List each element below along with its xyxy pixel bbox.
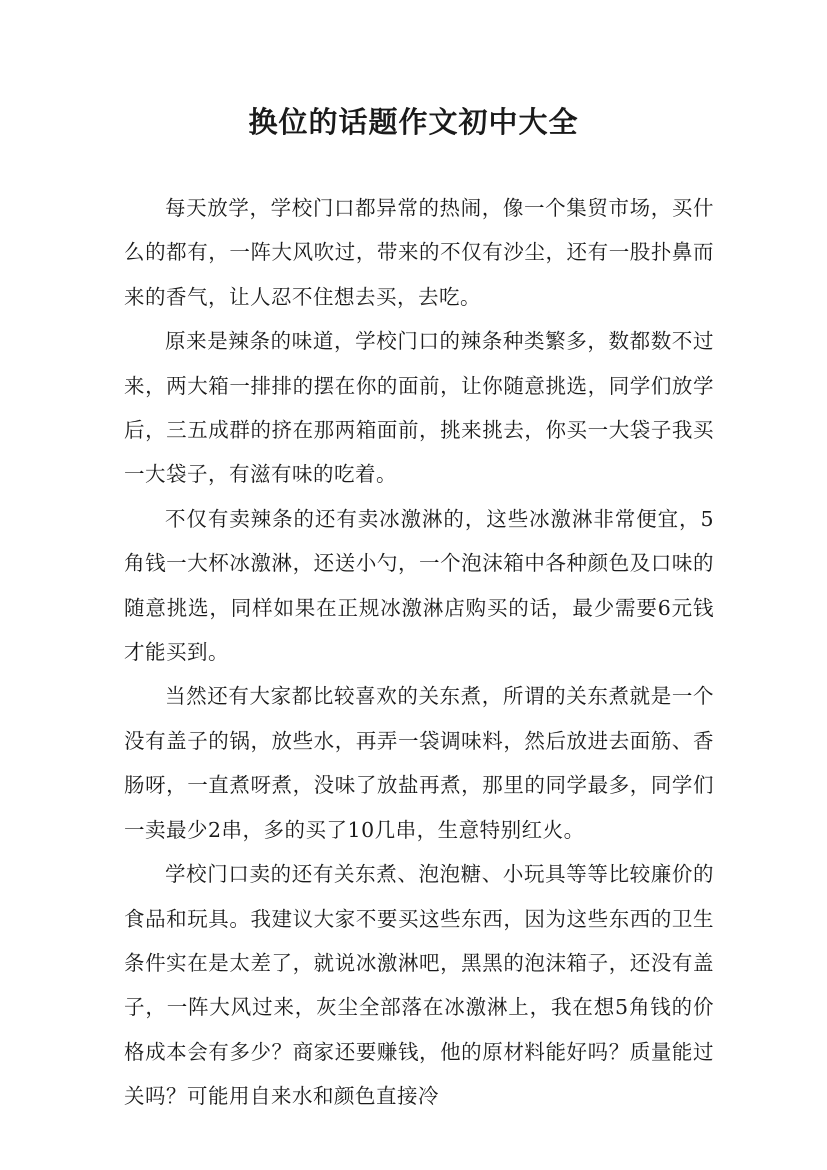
document-title: 换位的话题作文初中大全	[248, 105, 579, 139]
paragraph-5: 学校门口卖的还有关东煮、泡泡糖、小玩具等等比较廉价的食品和玩具。我建议大家不要买这些东西，因为这些东西的卫生条件实在是太差了，就说冰激淋吧，黑黑的泡沫箱子，还没有盖子，一阵大风过来，灰尘全部落在冰激淋上，我在想5角钱的价格成本会有多少？商家还要赚钱，他的原材料能好吗？质量能过关吗？可能用自来水和颜色直接冷	[124, 862, 714, 1109]
document-body	[124, 186, 714, 1119]
paragraph-3: 不仅有卖辣条的还有卖冰激淋的，这些冰激淋非常便宜，5角钱一大杯冰激淋，还送小勺，一个泡沫箱中各种颜色及口味的随意挑选，同样如果在正规冰激淋店购买的话，最少需要6元钱才能买到。	[124, 506, 714, 665]
paragraph-2: 原来是辣条的味道，学校门口的辣条种类繁多，数都数不过来，两大箱一排排的摆在你的面前，让你随意挑选，同学们放学后，三五成群的挤在那两箱面前，挑来挑去，你买一大袋子我买一大袋子，有滋有味的吃着。	[124, 329, 714, 487]
paragraph-4: 当然还有大家都比较喜欢的关东煮，所谓的关东煮就是一个没有盖子的锅，放些水，再弄一袋调味料，然后放进去面筋、香肠呀，一直煮呀煮，没味了放盐再煮，那里的同学最多，同学们一卖最少2串，多的买了10几串，生意特别红火。	[124, 684, 714, 842]
paragraph-1: 每天放学，学校门口都异常的热闹，像一个集贸市场，买什么的都有，一阵大风吹过，带来的不仅有沙尘，还有一股扑鼻而来的香气，让人忍不住想去买，去吃。	[124, 196, 714, 309]
